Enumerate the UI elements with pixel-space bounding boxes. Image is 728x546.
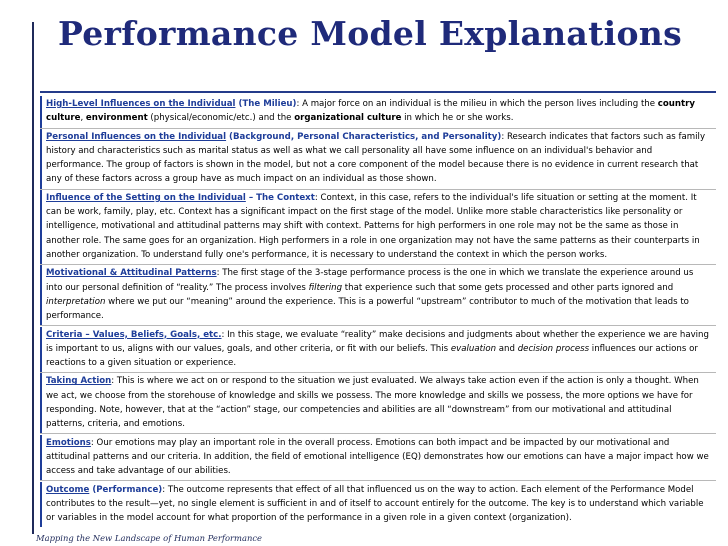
section-text: : The outcome represents that effect of all that influenced us on the way to action. Each element of the Performance Model contributes to the result—yet, no single element is sufficient in and of itself to account entirely for the outcome. The key is to understand which variable or variables in the model account for what proportion of the performance in a given role in a given context (organization). <box>46 484 704 524</box>
section-text: : Our emotions may play an important role in the overall process. Emotions can both impact and be impacted by our motivational and attitudinal patterns and our criteria. In addition, the field of emotional intelligence (EQ) demonstrates how our emotions can have a major impact how we access and take advantage of our abilities. <box>46 437 709 477</box>
explanations-list <box>40 96 716 529</box>
section-motivational-patterns <box>40 265 716 325</box>
section-heading: Emotions <box>46 437 91 448</box>
section-text: : This is where we act on or respond to the situation we just evaluated. We always take action even if the action is only a thought. When we act, we choose from the storehouse of knowledge and skills we possess. The more knowledge and skills we possess, the more options we have for responding. Note, however, that at the “action” stage, our competencies and abilities are all “downstream” from our motivational and attitudinal patterns, criteria, and emotions. <box>46 376 699 430</box>
footer-caption: Mapping the New Landscape of Human Performance <box>36 533 262 543</box>
emphasis-term: organizational culture <box>294 113 402 124</box>
emphasis-term: interpretation <box>46 296 106 307</box>
section-text: : A major force on an individual is the milieu in which the person lives including the <box>296 99 658 109</box>
emphasis-term: evaluation <box>450 343 497 354</box>
section-text: influences our actions or reactions to a given situation or experience. <box>46 343 698 368</box>
section-text: where we put our “meaning” around the experience. This is a powerful “upstream” contributor to much of the motivation that leads to performance. <box>46 296 689 322</box>
emphasis-term: country culture <box>46 99 695 124</box>
emphasis-term: environment <box>85 113 148 124</box>
section-taking-action <box>40 373 716 433</box>
emphasis-term: decision process <box>517 343 590 354</box>
section-high-level-influences <box>40 96 716 128</box>
section-heading: Taking Action <box>46 376 112 387</box>
section-personal-influences <box>40 129 716 189</box>
section-heading: Outcome <box>46 484 90 495</box>
section-emotions <box>40 435 716 481</box>
section-heading: Personal Influences on the Individual <box>46 131 227 142</box>
section-heading: Influence of the Setting on the Individual <box>46 192 246 203</box>
section-outcome <box>40 482 716 528</box>
section-heading-suffix: (Performance) <box>89 484 163 495</box>
title-divider <box>40 91 716 93</box>
section-text: that experience such that some gets processed and other parts ignored and <box>342 282 674 293</box>
section-context <box>40 190 716 264</box>
section-criteria <box>40 327 716 373</box>
section-text: : The first stage of the 3-stage performance process is the one in which we translate the experience around us into our personal definition of “reality.” The process involves <box>46 268 694 293</box>
section-text: : Context, in this case, refers to the individual's life situation or setting at the moment. It can be work, family, play, etc. Context has a significant impact on the first stage of the model. Unlike more stable characteristics like personality or intelligence, motivational and attitudinal patterns may shift with context. Patterns for high performers in one role may not be the same as those in another role. The same goes for an organization. High performers in a role in one organization may not have the same patterns as their counterparts in another organization. To understand fully one's performance, it is necessary to understand the context in which the person works. <box>46 192 700 260</box>
section-text: : Research indicates that factors such as family history and characteristics such as marital status as well as what we call personality all have some influence on an individual's behavior and performance. The group of factors is shown in the model, but not a core component of the model because there is no evidence in current research that any of these factors across a group have as much impact on an individual as those shown. <box>46 131 706 185</box>
section-text: (physical/economic/etc.) and the <box>147 113 295 124</box>
section-heading-suffix: (The Milieu) <box>235 99 297 109</box>
emphasis-term: filtering <box>308 282 343 293</box>
section-heading-suffix: (Background, Personal Characteristics, and Personality) <box>226 131 502 142</box>
section-heading: Motivational & Attitudinal Patterns <box>46 268 217 279</box>
section-text: , <box>80 113 86 124</box>
section-heading: High-Level Influences on the Individual <box>46 99 236 109</box>
page-title: Performance Model Explanations <box>58 14 682 53</box>
section-text: in which he or she works. <box>401 113 514 124</box>
section-text: and <box>496 343 518 354</box>
left-accent-rule <box>32 22 34 534</box>
section-heading-suffix: – The Context <box>245 192 315 203</box>
section-heading: Criteria – Values, Beliefs, Goals, etc. <box>46 329 222 340</box>
section-text: : In this stage, we evaluate “reality” make decisions and judgments about whether the experience we are having is important to us, aligns with our values, goals, and other criteria, or fit with our beliefs. This <box>46 329 709 354</box>
